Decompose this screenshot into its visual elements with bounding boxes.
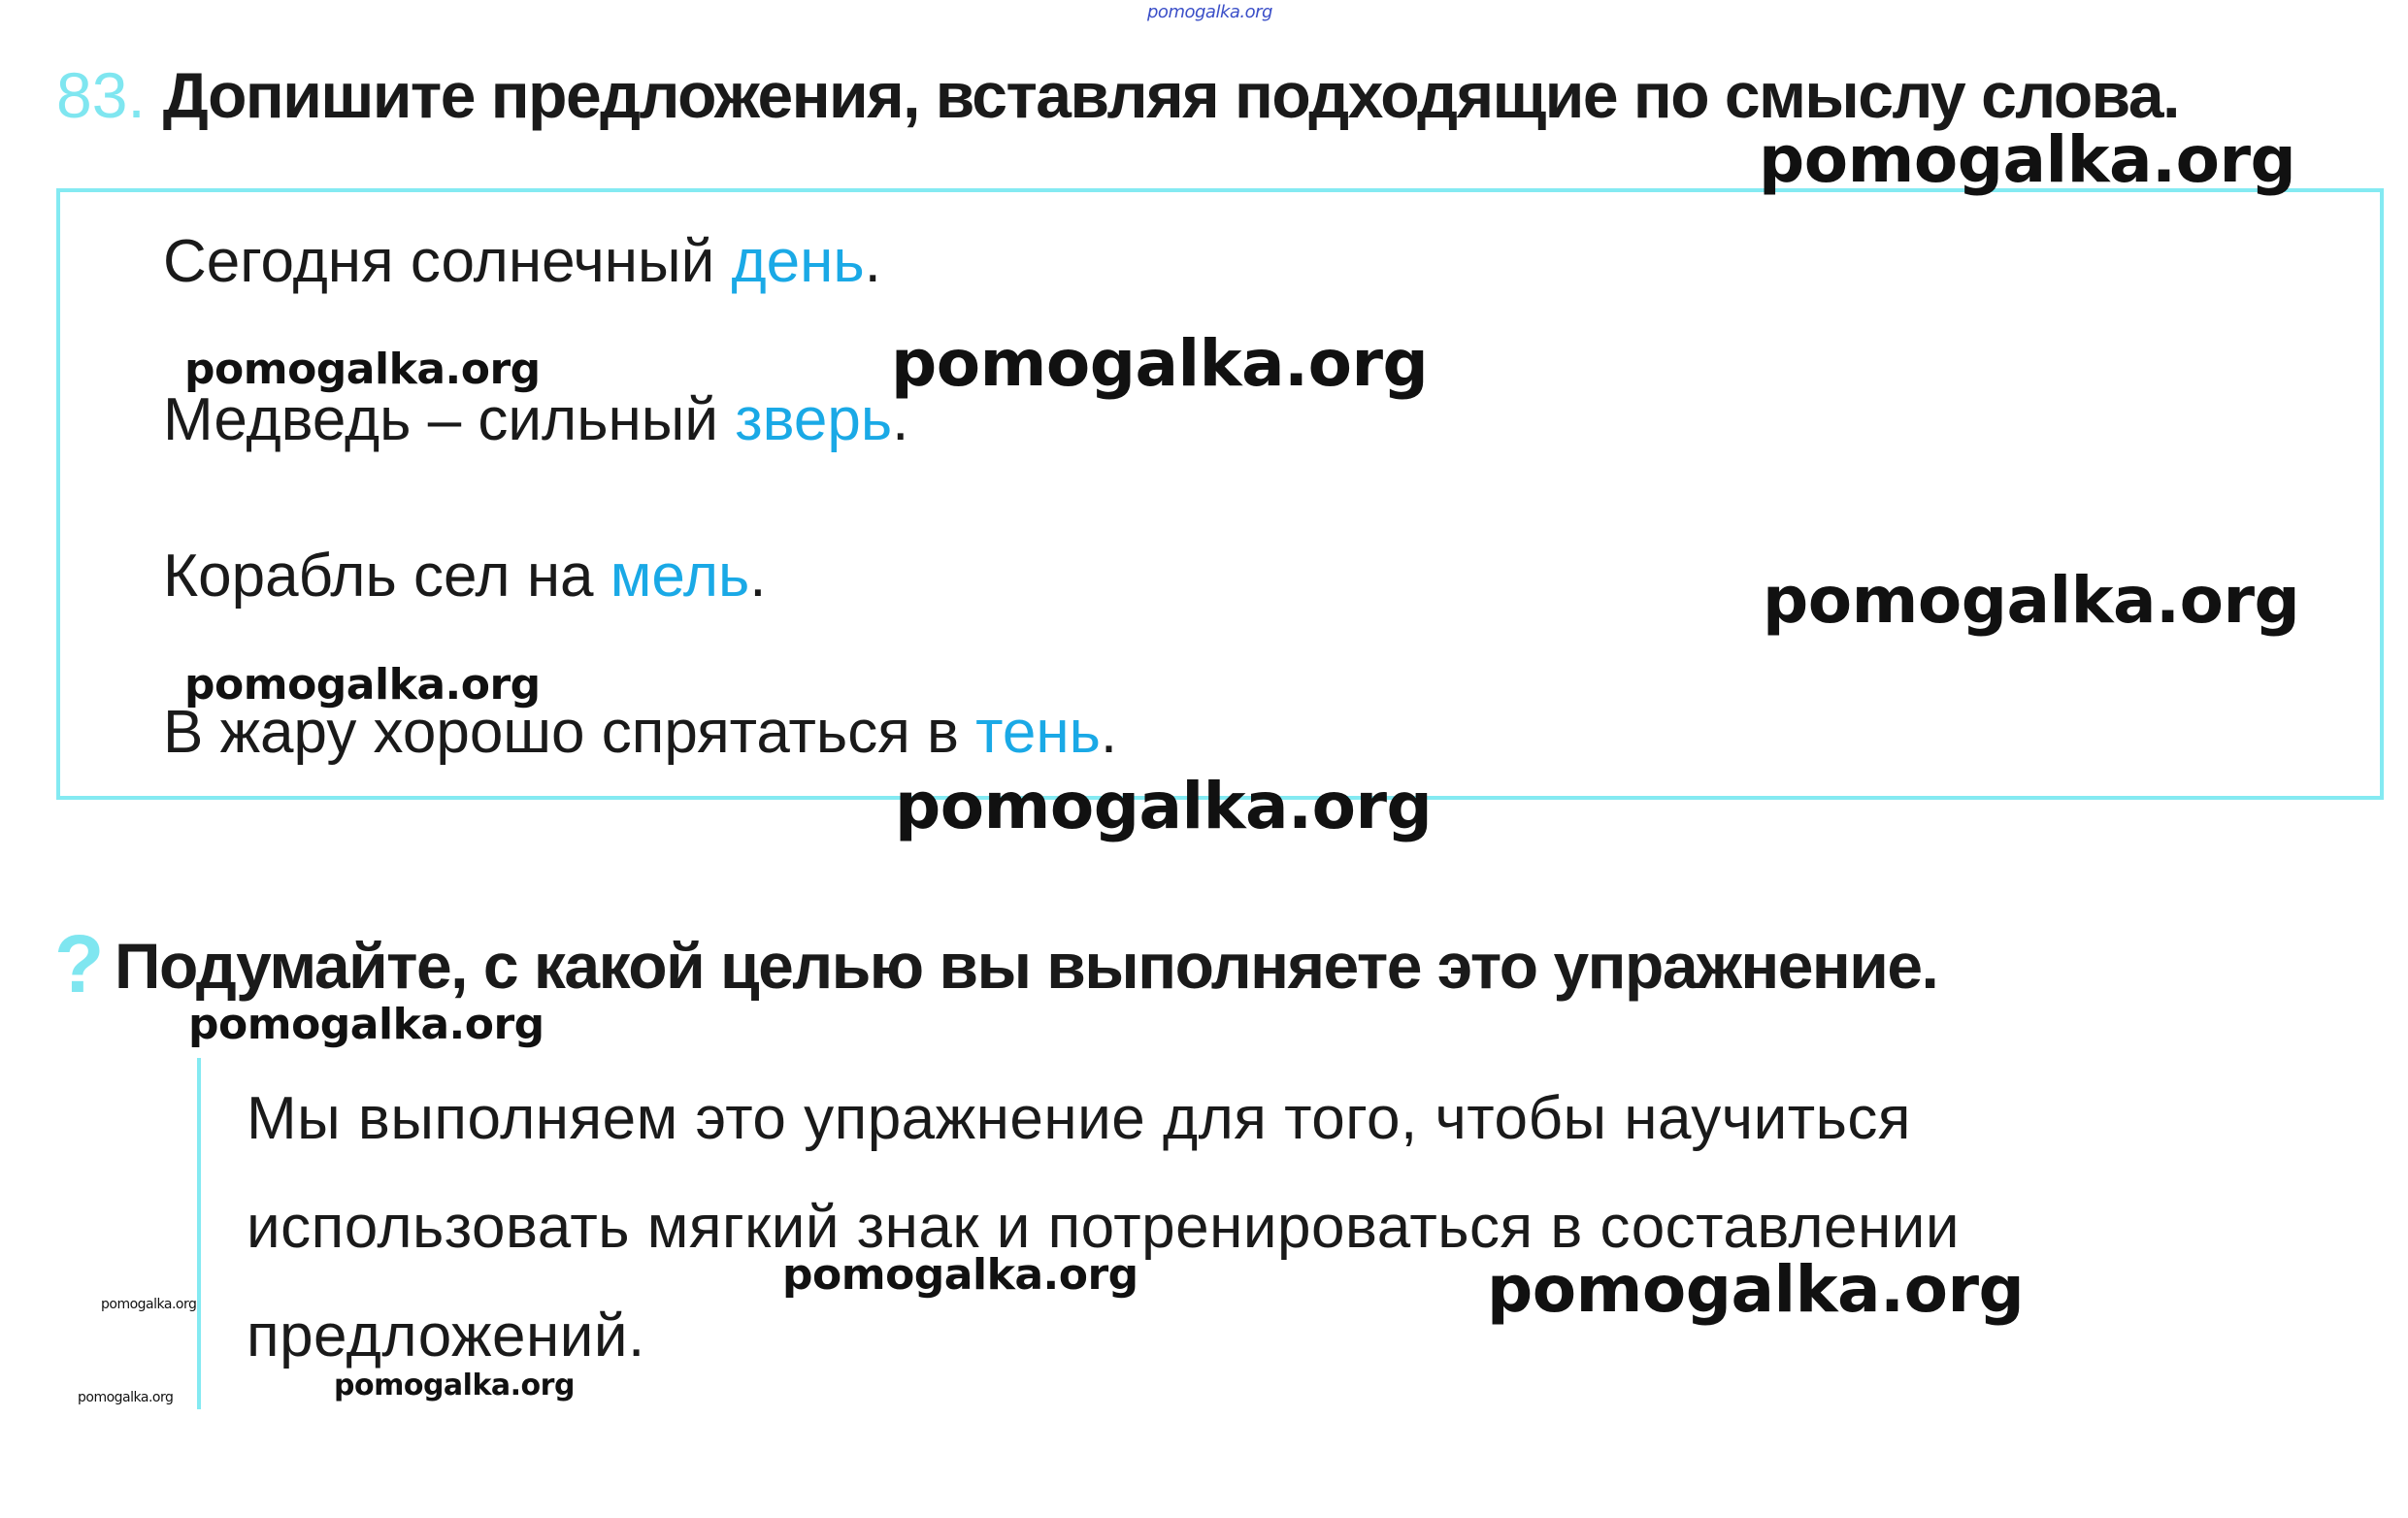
sentence-2-text: Медведь – сильный	[163, 386, 736, 453]
sentence-3-text: Корабль сел на	[163, 543, 610, 610]
watermark: pomogalka.org	[1487, 1252, 2025, 1327]
task-instruction: Допишите предложения, вставляя подходящие по смыслу слова.	[162, 59, 2179, 131]
watermark: pomogalka.org	[782, 1250, 1138, 1300]
watermark: pomogalka.org	[184, 660, 541, 710]
task-number: 83.	[56, 59, 146, 131]
sentence-1-inserted-word: день	[731, 228, 865, 295]
answer-line-2: использовать мягкий знак и потренироваться в составлении	[247, 1194, 1961, 1261]
sentence-4-text: В жару хорошо спрятаться в	[163, 699, 976, 766]
watermark: pomogalka.org	[891, 326, 1429, 401]
sentence-3-punct: .	[749, 543, 767, 610]
answer-line-3: предложений.	[247, 1303, 645, 1370]
sentence-4-punct: .	[1100, 699, 1118, 766]
sentence-3	[163, 538, 767, 615]
watermark: pomogalka.org	[184, 345, 541, 394]
watermark-top: pomogalka.org	[1147, 2, 1272, 22]
watermark: pomogalka.org	[895, 769, 1433, 843]
question-text: Подумайте, с какой целью вы выполняете это упражнение.	[115, 930, 1938, 1002]
watermark: pomogalka.org	[1763, 563, 2300, 638]
sentence-3-inserted-word: мель	[610, 543, 750, 610]
sentence-1-text: Сегодня солнечный	[163, 228, 732, 295]
watermark: pomogalka.org	[101, 1297, 197, 1312]
watermark: pomogalka.org	[334, 1369, 575, 1402]
watermark: pomogalka.org	[78, 1390, 174, 1405]
answer-line-1: Мы выполняем это упражнение для того, чтобы научиться	[247, 1085, 1911, 1152]
sentence-2-inserted-word: зверь	[735, 386, 893, 453]
question-icon: ?	[54, 918, 105, 1009]
sentence-2-punct: .	[892, 386, 909, 453]
answer-bar	[197, 1058, 201, 1409]
watermark: pomogalka.org	[1759, 122, 2296, 197]
sentence-1	[163, 223, 881, 301]
sentence-1-punct: .	[864, 228, 881, 295]
sentence-4-inserted-word: тень	[975, 699, 1101, 766]
watermark: pomogalka.org	[188, 1000, 544, 1049]
